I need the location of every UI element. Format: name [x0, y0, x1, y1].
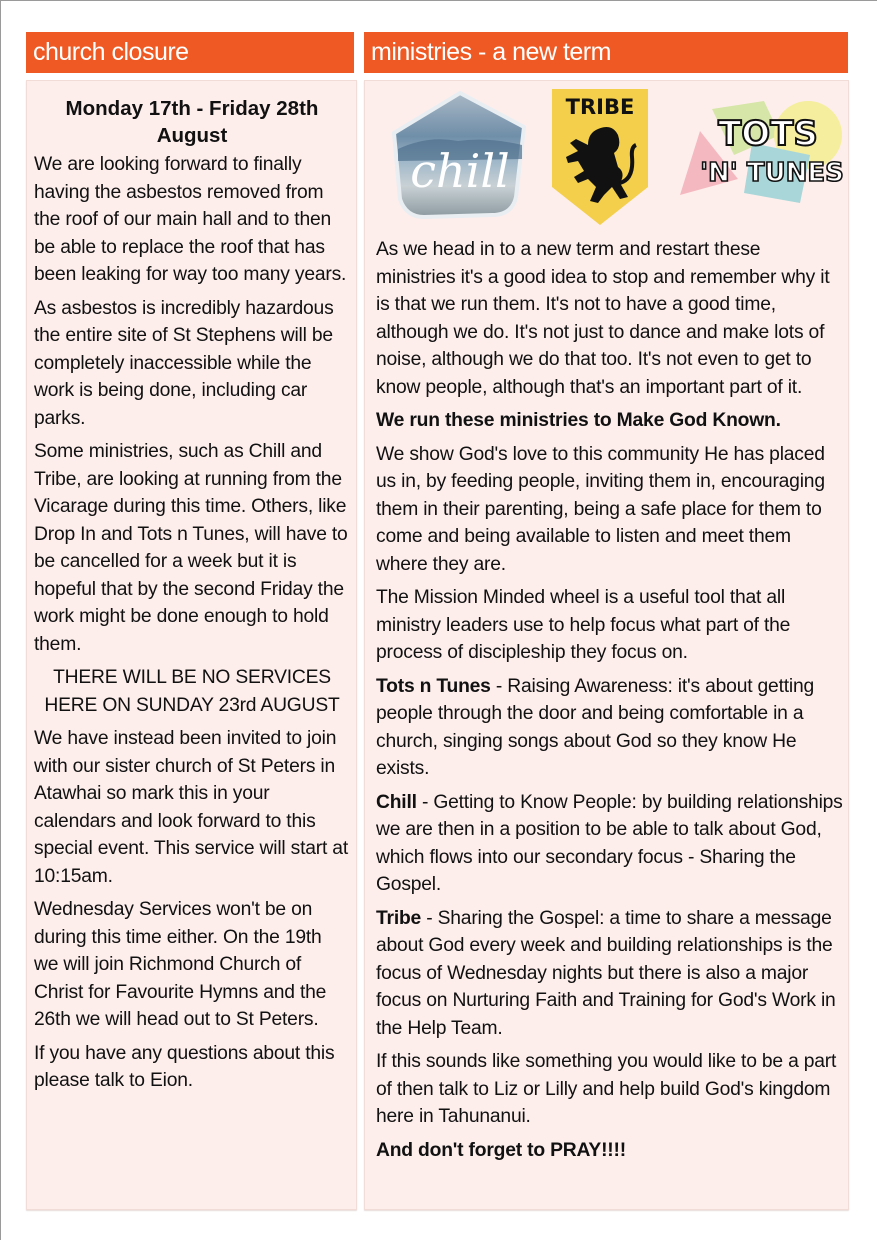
- contact-paragraph: If this sounds like something you would like to be a part of then talk to Liz or Lilly and help build God's kingdom here in Tahunanui.: [376, 1051, 837, 1127]
- ministry-name: Chill: [376, 791, 417, 813]
- ministry-tribe: [376, 905, 843, 1043]
- ministry-description: Sharing the Gospel: a time to share a message about God every week and building relationships is the focus of Wednesday nights but there is also a major focus on Nurturing Faith and Training for God's Work in the Help Team.: [376, 907, 836, 1039]
- chill-logo: [388, 87, 533, 222]
- ministries-panel: [364, 80, 849, 1210]
- ministry-tots-n-tunes: [376, 673, 843, 783]
- closing-line: And don't forget to PRAY!!!!: [376, 1139, 626, 1161]
- ministry-chill: [376, 789, 843, 899]
- closure-paragraph: If you have any questions about this please talk to Eion.: [34, 1042, 335, 1091]
- tots-n-tunes-logo: [668, 95, 848, 215]
- svg-text:TRIBE: TRIBE: [565, 95, 635, 119]
- ministry-separator: -: [421, 907, 438, 929]
- ministry-separator: -: [416, 791, 434, 813]
- ministry-description: Getting to Know People: by building relationships we are then in a position to be able to talk about God, which flows into our secondary focus - Sharing the Gospel.: [376, 791, 843, 895]
- ministries-header: ministries - a new term: [364, 32, 848, 73]
- ministry-logos: [376, 81, 843, 236]
- closure-paragraph: We have instead been invited to join with our sister church of St Peters in Atawhai so mark this in your calendars and look forward to this special event. This service will start at 10:15am.: [34, 728, 348, 887]
- church-closure-panel: [26, 80, 357, 1210]
- ministries-intro: As we head in to a new term and restart these ministries it's a good idea to stop and remember why it is that we run them. It's not to have a good time, although we do. It's not just to dance and make lots of noise, although we do that too. It's not even to get to know people, although that's an important part of it.: [376, 239, 830, 398]
- ministry-description: Raising Awareness: it's about getting people through the door and being comfortable in a church, singing songs about God so they know He exists.: [376, 675, 815, 779]
- no-services-notice: THERE WILL BE NO SERVICES HERE ON SUNDAY 23rd AUGUST: [44, 667, 340, 716]
- ministries-love-paragraph: We show God's love to this community He has placed us in, by feeding people, inviting them in, encouraging them in their parenting, being a safe place for them to come and being available to listen and meet them where they are.: [376, 443, 825, 575]
- page-border-left: [0, 0, 1, 1240]
- ministries-purpose: We run these ministries to Make God Known.: [376, 410, 781, 431]
- svg-text:TOTS: TOTS: [718, 114, 818, 154]
- ministry-separator: -: [490, 675, 508, 697]
- page-border-top: [0, 0, 877, 1]
- svg-text:chill: chill: [410, 144, 510, 198]
- ministry-name: Tribe: [376, 907, 422, 929]
- closure-paragraph: We are looking forward to finally having the asbestos removed from the roof of our main hall and to then be able to replace the roof that has been leaking for way too many years.: [34, 154, 347, 285]
- svg-text:'N' TUNES: 'N' TUNES: [700, 158, 844, 188]
- church-closure-header: church closure: [26, 32, 354, 73]
- mission-wheel-paragraph: The Mission Minded wheel is a useful tool that all ministry leaders use to help focus what part of the process of discipleship they focus on.: [376, 587, 791, 663]
- closure-paragraph: Wednesday Services won't be on during this time either. On the 19th we will join Richmond Church of Christ for Favourite Hymns and the 26th we will head out to St Peters.: [34, 899, 327, 1030]
- ministry-name: Tots n Tunes: [376, 675, 491, 697]
- closure-paragraph: Some ministries, such as Chill and Tribe, are looking at running from the Vicarage during this time. Others, like Drop In and Tots n Tunes, will have to be cancelled for a week but it is hopeful that by the second Friday the work might be done enough to hold them.: [34, 441, 348, 655]
- closure-paragraph: As asbestos is incredibly hazardous the entire site of St Stephens will be completely inaccessible while the work is being done, including car parks.: [34, 297, 334, 429]
- closure-dates-heading: Monday 17th - Friday 28th August: [65, 97, 319, 147]
- tribe-logo: [548, 87, 652, 227]
